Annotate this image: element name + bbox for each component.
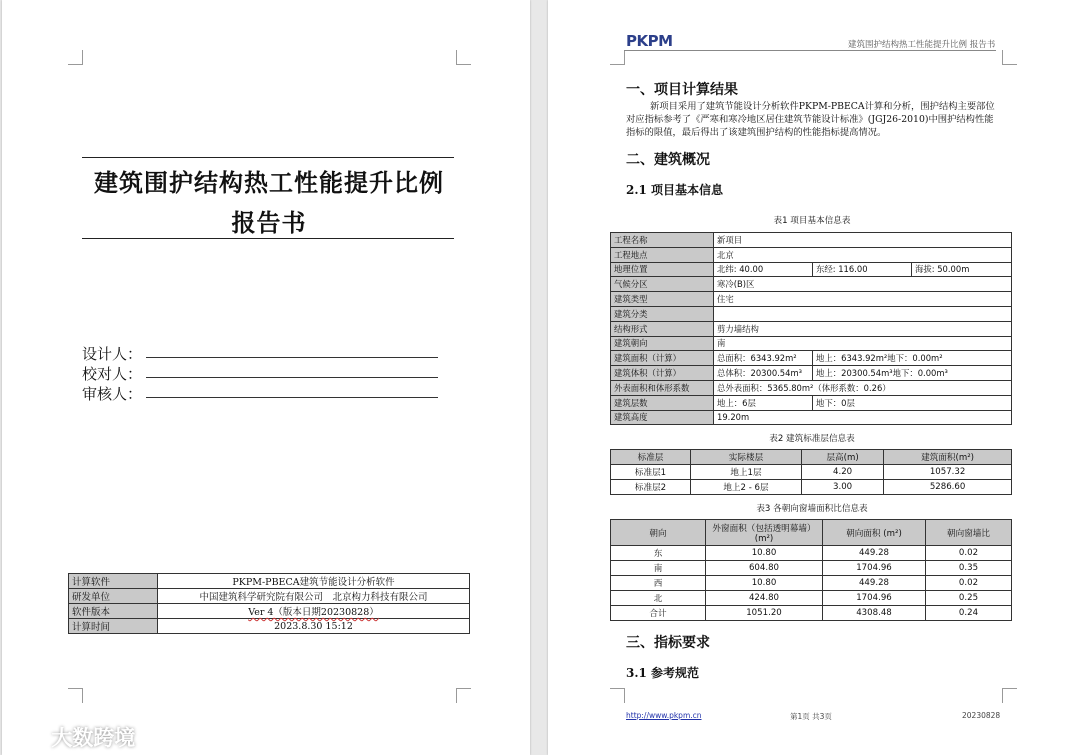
- row-label: 建筑面积（计算）: [611, 351, 714, 366]
- table-cell: 1704.96: [823, 561, 926, 576]
- header-rule: [624, 50, 996, 51]
- volume-split: 地上：20300.54m³地下：0.00m³: [813, 366, 1012, 381]
- crop-mark: [68, 50, 83, 65]
- column-header: 朝向: [611, 520, 706, 546]
- footer-page-number: 第1页 共3页: [790, 712, 832, 721]
- total-area: 总面积：6343.92m²: [714, 351, 813, 366]
- table-row: [69, 589, 470, 604]
- footer-date: 20230828: [962, 711, 1001, 720]
- table-cell: 604.80: [706, 561, 823, 576]
- crop-mark: [456, 688, 471, 703]
- watermark: [10, 722, 135, 754]
- table-header-row: [611, 520, 1012, 546]
- floors-above: 地上：6层: [714, 395, 813, 410]
- chat-bubble-icon: [10, 725, 44, 754]
- row-value: 住宅: [714, 292, 1012, 307]
- table-cell: 标准层2: [611, 480, 691, 495]
- row-label: 建筑高度: [611, 410, 714, 425]
- altitude: 海拔: 50.00m: [912, 262, 1012, 277]
- crop-mark: [610, 688, 625, 703]
- column-header: 层高(m): [801, 450, 883, 465]
- crop-mark: [1002, 50, 1017, 65]
- table-row: [611, 561, 1012, 576]
- table-cell: 0.02: [926, 576, 1012, 591]
- row-label: 结构形式: [611, 321, 714, 336]
- row-label: 工程名称: [611, 233, 714, 248]
- column-header: 建筑面积(m²): [884, 450, 1012, 465]
- table-cell: 0.24: [926, 606, 1012, 621]
- pkpm-logo: PKPM: [626, 32, 673, 50]
- window-wall-ratio-table: [610, 519, 1012, 621]
- table-cell: 449.28: [823, 576, 926, 591]
- crop-mark: [456, 50, 471, 65]
- table-cell: 0.02: [926, 546, 1012, 561]
- column-header: 标准层: [611, 450, 691, 465]
- row-label: 工程地点: [611, 247, 714, 262]
- table-row: [611, 306, 1012, 321]
- title-rule-bottom: [82, 238, 454, 239]
- table-cell: 424.80: [706, 591, 823, 606]
- table-cell: 4.20: [801, 465, 883, 480]
- table-row: [611, 465, 1012, 480]
- info-label: 软件版本: [69, 604, 158, 619]
- table-row: [611, 336, 1012, 351]
- info-label: 计算软件: [69, 574, 158, 589]
- signature-line: [146, 377, 438, 378]
- table-cell: 0.35: [926, 561, 1012, 576]
- crop-mark: [1002, 688, 1017, 703]
- table-row: [611, 395, 1012, 410]
- info-value: 2023.8.30 15:12: [158, 619, 470, 634]
- table-cell: 1704.96: [823, 591, 926, 606]
- standard-floor-table: [610, 449, 1012, 495]
- info-value: Ver 4（版本日期20230828）: [158, 604, 470, 619]
- table-cell: 3.00: [801, 480, 883, 495]
- table-row: [69, 619, 470, 634]
- info-value: 中国建筑科学研究院有限公司 北京构力科技有限公司: [158, 589, 470, 604]
- footer-website-link[interactable]: http://www.pkpm.cn: [626, 711, 702, 720]
- longitude: 东经: 116.00: [813, 262, 912, 277]
- row-label: 外表面积和体形系数: [611, 380, 714, 395]
- software-info-table: [68, 573, 470, 634]
- table-1-caption: 表1 项目基本信息表: [773, 216, 851, 226]
- crop-mark: [68, 688, 83, 703]
- section-3-heading: 三、指标要求: [626, 635, 710, 651]
- row-value: 寒冷(B)区: [714, 277, 1012, 292]
- crop-mark: [610, 50, 625, 65]
- table-row: [611, 546, 1012, 561]
- table-cell: 10.80: [706, 546, 823, 561]
- column-header: 朝向窗墙比: [926, 520, 1012, 546]
- section-1-text: 新项目采用了建筑节能设计分析软件PKPM-PBECA计算和分析，围护结构主要部位对应指标参考了《严寒和寒冷地区居住建筑节能设计标准》(JGJ26-2010)中围护结构性能指标的限值，最后得出了该建筑围护结构的性能指标提高情况。: [626, 101, 995, 138]
- report-page: [548, 0, 1080, 755]
- row-label: 建筑体积（计算）: [611, 366, 714, 381]
- table-cell: 1057.32: [884, 465, 1012, 480]
- table-row: [611, 410, 1012, 425]
- signer-reviewer: [82, 383, 142, 404]
- section-1-heading: 一、项目计算结果: [626, 82, 738, 98]
- signer-designer: [82, 343, 142, 364]
- table-cell: 1051.20: [706, 606, 823, 621]
- row-label: 建筑分类: [611, 306, 714, 321]
- row-value: 北京: [714, 247, 1012, 262]
- row-label: 建筑类型: [611, 292, 714, 307]
- area-split: 地上：6343.92m²地下：0.00m²: [813, 351, 1012, 366]
- table-2-caption: 表2 建筑标准层信息表: [769, 434, 855, 444]
- project-info-table: [610, 232, 1012, 425]
- table-row: [611, 576, 1012, 591]
- page-header-title: 建筑围护结构热工性能提升比例 报告书: [848, 40, 996, 50]
- row-label: 建筑层数: [611, 395, 714, 410]
- floors-below: 地下：0层: [813, 395, 1012, 410]
- row-value: 新项目: [714, 233, 1012, 248]
- table-header-row: [611, 450, 1012, 465]
- row-value: [714, 306, 1012, 321]
- section-2-heading: 二、建筑概况: [626, 152, 710, 168]
- table-row: [611, 247, 1012, 262]
- row-value: 南: [714, 336, 1012, 351]
- signer-label: 设计人：: [82, 345, 143, 363]
- table-cell: 标准层1: [611, 465, 691, 480]
- table-cell: 东: [611, 546, 706, 561]
- table-row: [69, 604, 470, 619]
- table-cell: 地上1层: [691, 465, 802, 480]
- section-2-1-heading: 2.1 项目基本信息: [626, 183, 724, 197]
- table-cell: 0.25: [926, 591, 1012, 606]
- info-label: 研发单位: [69, 589, 158, 604]
- table-row: [611, 606, 1012, 621]
- cover-title: 建筑围护结构热工性能提升比例: [94, 169, 444, 197]
- section-3-1-heading: 3.1 参考规范: [626, 666, 700, 680]
- table-cell: 10.80: [706, 576, 823, 591]
- table-cell: 合计: [611, 606, 706, 621]
- total-volume: 总体积：20300.54m³: [714, 366, 813, 381]
- signer-checker: [82, 363, 142, 384]
- column-header: 实际楼层: [691, 450, 802, 465]
- info-value: PKPM-PBECA建筑节能设计分析软件: [158, 574, 470, 589]
- table-row: [69, 574, 470, 589]
- table-cell: 南: [611, 561, 706, 576]
- table-row: [611, 351, 1012, 366]
- title-rule-top: [82, 157, 454, 158]
- signer-label: 校对人：: [82, 365, 143, 383]
- row-value: 总外表面积：5365.80m²（体形系数：0.26）: [714, 380, 1012, 395]
- signer-label: 审核人：: [82, 385, 143, 403]
- table-cell: 地上2 - 6层: [691, 480, 802, 495]
- table-cell: 4308.48: [823, 606, 926, 621]
- signature-line: [146, 397, 438, 398]
- table-row: [611, 380, 1012, 395]
- table-cell: 西: [611, 576, 706, 591]
- table-row: [611, 321, 1012, 336]
- column-header: 朝向面积 (m²): [823, 520, 926, 546]
- table-row: [611, 292, 1012, 307]
- cover-page: [2, 0, 530, 755]
- column-header: 外窗面积（包括透明幕墙）(m²): [706, 520, 823, 546]
- table-row: [611, 277, 1012, 292]
- table-row: [611, 233, 1012, 248]
- row-label: 地理位置: [611, 262, 714, 277]
- row-label: 建筑朝向: [611, 336, 714, 351]
- table-cell: 5286.60: [884, 480, 1012, 495]
- table-3-caption: 表3 各朝向窗墙面积比信息表: [756, 504, 868, 514]
- table-cell: 449.28: [823, 546, 926, 561]
- table-row: [611, 262, 1012, 277]
- latitude: 北纬: 40.00: [714, 262, 813, 277]
- table-row: [611, 480, 1012, 495]
- table-cell: 北: [611, 591, 706, 606]
- cover-subtitle: 报告书: [231, 209, 307, 237]
- row-value: 19.20m: [714, 410, 1012, 425]
- table-row: [611, 591, 1012, 606]
- row-value: 剪力墙结构: [714, 321, 1012, 336]
- signature-line: [146, 357, 438, 358]
- table-row: [611, 366, 1012, 381]
- row-label: 气候分区: [611, 277, 714, 292]
- watermark-text: 大数跨境: [51, 726, 136, 750]
- info-label: 计算时间: [69, 619, 158, 634]
